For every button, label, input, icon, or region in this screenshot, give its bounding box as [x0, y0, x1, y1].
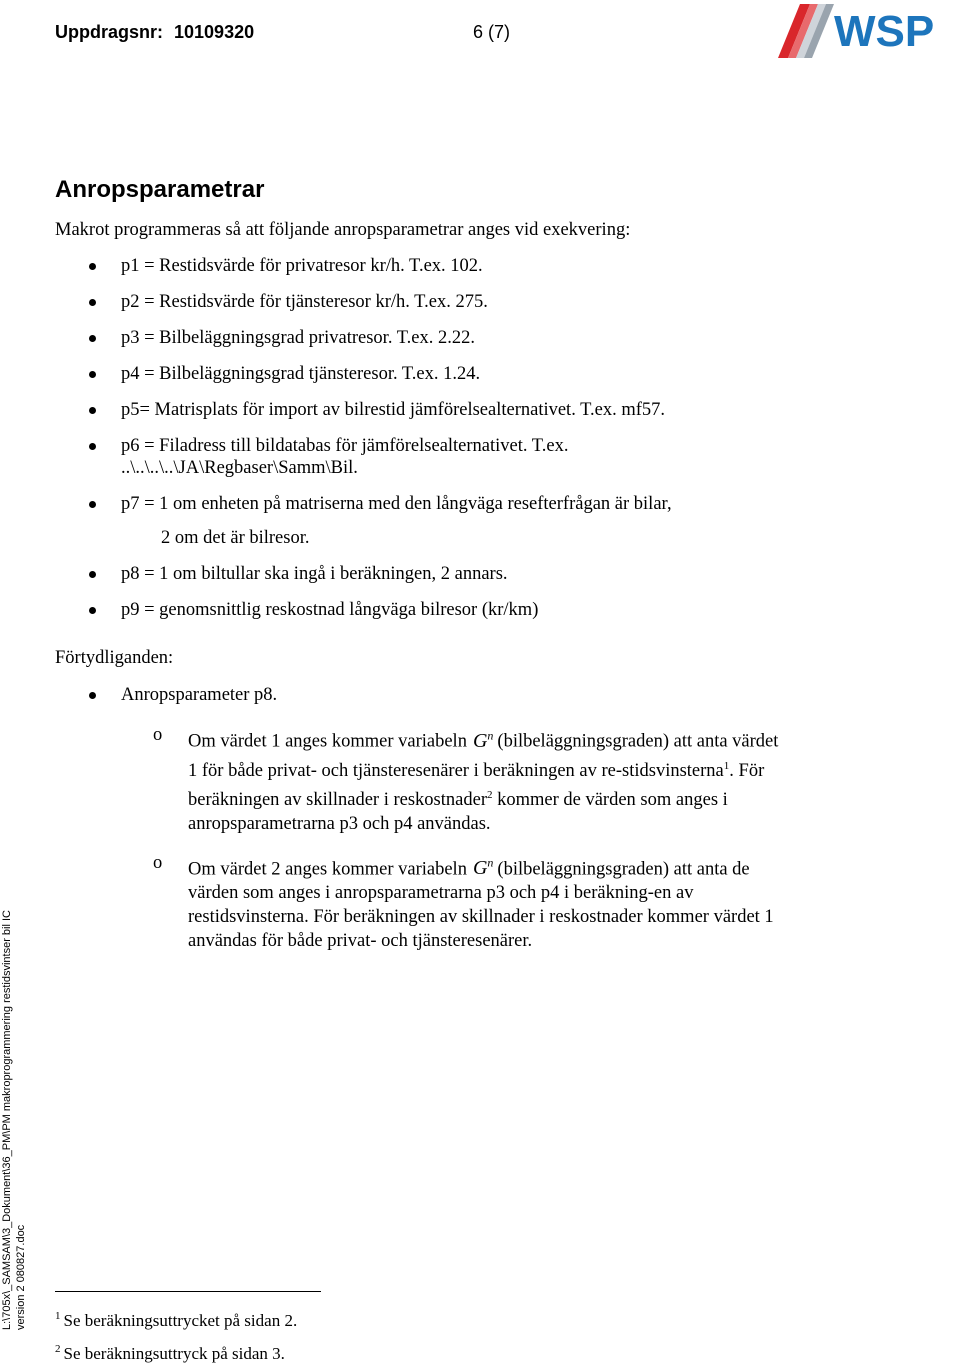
- list-item: [150, 851, 790, 954]
- list-item: [55, 399, 775, 421]
- sub-item-text: Om värdet 1 anges kommer variabeln: [188, 731, 467, 752]
- bullet-icon: [89, 692, 96, 699]
- circle-bullet-icon: o: [153, 852, 163, 873]
- footnote-divider: [55, 1291, 321, 1292]
- section-intro: Makrot programmeras så att följande anropsparametrar anges vid exekvering:: [55, 220, 631, 240]
- bullet-icon: [89, 299, 96, 306]
- sub-item-text: Om värdet 2 anges kommer variabeln: [188, 859, 467, 880]
- list-item: [55, 493, 775, 549]
- assignment-number: [55, 22, 254, 43]
- page-indicator: 6 (7): [473, 22, 511, 42]
- bullet-icon: [89, 501, 96, 508]
- footnote-number: 2: [55, 1343, 61, 1355]
- footnote-ref: 2: [486, 788, 493, 801]
- footnote-text: Se beräkningsuttryck på sidan 3.: [63, 1344, 285, 1363]
- logo-text: WSP: [834, 7, 935, 56]
- sub-item-text: (bilbeläggningsgraden) att anta de värden som anges i anropsparametrarna p3 och p4 i beräkning-en av restidsvinsterna. För beräkningen av skillnader i reskostnader kommer värdet 1 användas för både privat- och tjänsteresenärer.: [188, 859, 774, 952]
- param-p9: p9 = genomsnittlig reskostnad långväga bilresor (kr/km): [121, 600, 539, 620]
- list-item: [55, 599, 775, 621]
- section-title: Anropsparametrar: [55, 176, 265, 203]
- param-p4: p4 = Bilbeläggningsgrad tjänsteresor. T.ex. 1.24.: [121, 364, 481, 384]
- logo-mark: [778, 4, 834, 58]
- param-p6: p6 = Filadress till bildatabas för jämförelsealternativet. T.ex. ..\..\..\..\JA\Regbaser\Samm\Bil.: [121, 436, 569, 478]
- clarification-list: [55, 684, 775, 720]
- list-item: [150, 723, 790, 836]
- footnote-text: Se beräkningsuttrycket på sidan 2.: [63, 1311, 298, 1330]
- param-p7-sub: 2 om det är bilresor.: [161, 528, 310, 548]
- clarification-item: Anropsparameter p8.: [121, 685, 278, 705]
- footnote: [55, 1343, 285, 1364]
- variable-letter: G: [472, 729, 488, 752]
- param-p5: p5= Matrisplats för import av bilrestid jämförelsealternativet. T.ex. mf57.: [121, 400, 666, 420]
- footnote-ref: 1: [723, 759, 730, 772]
- variable-g: [473, 857, 493, 879]
- list-item: [55, 363, 775, 385]
- bullet-icon: [89, 407, 96, 414]
- bullet-icon: [89, 571, 96, 578]
- param-p8: p8 = 1 om biltullar ska ingå i beräkningen, 2 annars.: [121, 564, 508, 584]
- list-item: [55, 435, 661, 479]
- clarification-sub-list: [150, 723, 790, 968]
- param-p3: p3 = Bilbeläggningsgrad privatresor. T.ex. 2.22.: [121, 328, 475, 348]
- variable-letter: G: [472, 857, 488, 880]
- sub-item-text: kommer de värden som anges i anropsparametrarna p3 och p4 användas.: [188, 789, 728, 834]
- param-p7: p7 = 1 om enheten på matriserna med den långväga resefterfrågan är bilar,: [121, 494, 672, 514]
- list-item: [55, 327, 775, 349]
- param-p2: p2 = Restidsvärde för tjänsteresor kr/h. T.ex. 275.: [121, 292, 488, 312]
- variable-g: [473, 730, 493, 752]
- variable-superscript: n: [487, 728, 494, 742]
- parameter-list: [55, 255, 775, 635]
- document-path-line: L:\705x\_SAMSAM\3_Dokument\36_PM\PM makroprogrammering restidsvintser bil IC: [1, 910, 13, 1330]
- circle-bullet-icon: o: [153, 725, 163, 745]
- clarifications-heading: Förtydliganden:: [55, 648, 174, 668]
- sub-item-text: . För beräkningen av skillnader i reskostnader: [188, 760, 765, 810]
- list-item: [55, 684, 775, 706]
- bullet-icon: [89, 443, 96, 450]
- bullet-icon: [89, 607, 96, 614]
- variable-superscript: n: [487, 855, 494, 870]
- footnote: [55, 1310, 297, 1331]
- param-p1: p1 = Restidsvärde för privatresor kr/h. T.ex. 102.: [121, 256, 483, 276]
- list-item: [55, 255, 775, 277]
- bullet-icon: [89, 335, 96, 342]
- assignment-value: 10109320: [174, 22, 255, 42]
- document-path-line: version 2 080827.doc: [15, 1224, 27, 1330]
- assignment-label: Uppdragsnr:: [55, 22, 163, 42]
- wsp-logo: [770, 0, 960, 62]
- list-item: [55, 563, 775, 585]
- sub-item-text: (bilbeläggningsgraden) att anta värdet 1 för både privat- och tjänsteresenärer i beräkningen av re-stidsvinsterna: [188, 731, 779, 781]
- bullet-icon: [89, 371, 96, 378]
- document-path: [0, 910, 28, 1330]
- bullet-icon: [89, 263, 96, 270]
- list-item: [55, 291, 775, 313]
- footnote-number: 1: [55, 1310, 61, 1322]
